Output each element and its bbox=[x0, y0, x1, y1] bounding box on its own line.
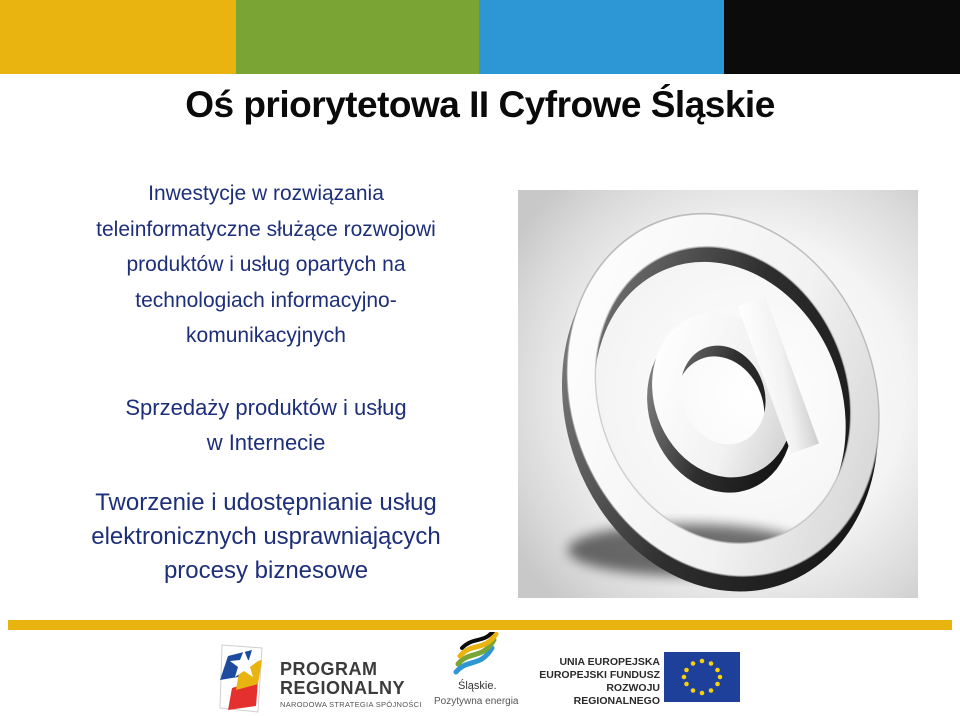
at-icon bbox=[518, 190, 918, 598]
text-line: Inwestycje w rozwiązania bbox=[148, 182, 384, 205]
program-regionalny-logo bbox=[280, 660, 422, 709]
text-block-investments bbox=[16, 176, 516, 354]
text-line: komunikacyjnych bbox=[186, 324, 346, 347]
eu-fund-text bbox=[532, 656, 660, 708]
text-line: Tworzenie i udostępnianie usług bbox=[95, 489, 437, 516]
text-line: teleinformatyczne służące rozwojowi bbox=[96, 217, 436, 241]
program-line-2: REGIONALNY bbox=[280, 678, 406, 698]
top-color-bar bbox=[0, 0, 960, 74]
text-block-services bbox=[16, 486, 516, 588]
text-line: technologiach informacyjno- bbox=[135, 288, 397, 312]
bar-segment-yellow bbox=[0, 0, 236, 74]
bar-segment-black bbox=[724, 0, 960, 74]
text-line: produktów i usług opartych na bbox=[126, 253, 406, 276]
eu-line-2: EUROPEJSKI FUNDUSZ bbox=[539, 669, 660, 681]
slide-title: Oś priorytetowa II Cyfrowe Śląskie bbox=[185, 84, 775, 125]
program-line-3: NARODOWA STRATEGIA SPÓJNOŚCI bbox=[280, 700, 422, 709]
text-block-sales bbox=[16, 390, 516, 460]
bar-segment-green bbox=[236, 0, 479, 74]
slaskie-logo-icon bbox=[456, 632, 496, 672]
eu-line-1: UNIA EUROPEJSKA bbox=[559, 656, 660, 668]
slaskie-name: Śląskie. bbox=[458, 680, 497, 692]
slaskie-tagline: Pozytywna energia bbox=[434, 696, 519, 707]
program-logo-icon bbox=[220, 645, 262, 712]
text-line: elektronicznych usprawniających bbox=[91, 523, 441, 550]
text-line: Sprzedaży produktów i usług bbox=[125, 395, 407, 420]
text-line: procesy biznesowe bbox=[163, 557, 369, 584]
bar-segment-blue bbox=[479, 0, 724, 74]
bottom-divider bbox=[8, 620, 952, 630]
eu-flag-icon bbox=[664, 652, 740, 702]
eu-line-3: ROZWOJU REGIONALNEGO bbox=[573, 682, 660, 707]
text-line: w Internecie bbox=[206, 430, 326, 455]
program-line-1: PROGRAM bbox=[280, 659, 378, 679]
